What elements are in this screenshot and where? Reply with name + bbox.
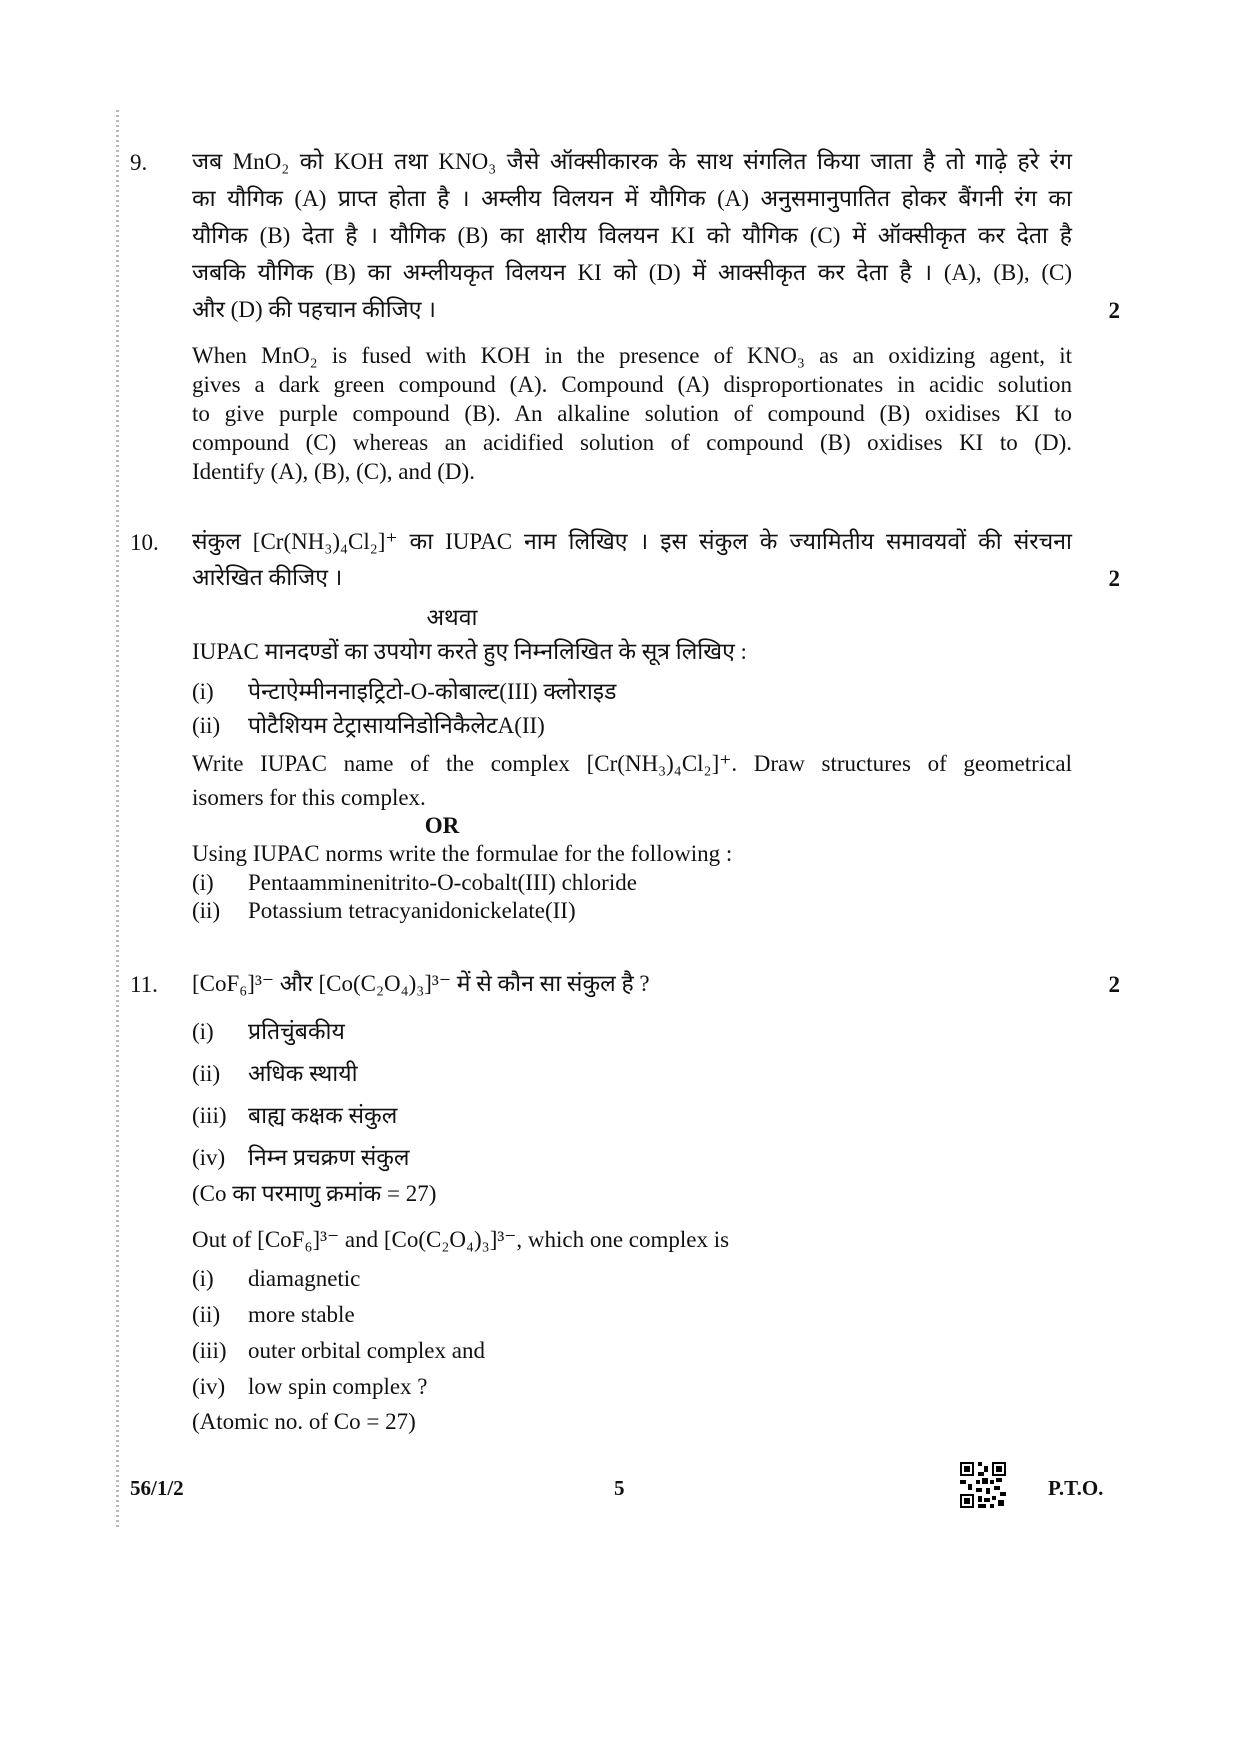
question-number: 10. xyxy=(130,530,159,555)
option-label: (i) xyxy=(192,679,214,704)
q10-english-line-1: Write IUPAC name of the complex [Cr(NH₃)₄Cl₂]⁺. Draw structures of geometrical xyxy=(192,751,1072,776)
option-label: (iii) xyxy=(192,1103,227,1128)
q10-hindi-option-2 xyxy=(192,708,545,740)
q9-hindi-line-3: यौगिक (B) देता है । यौगिक (B) का क्षारीय विलयन KI को यौगिक (C) में ऑक्सीकृत कर देता है xyxy=(192,223,1072,248)
option-text: अधिक स्थायी xyxy=(248,1061,358,1086)
page-number: 5 xyxy=(614,1476,625,1500)
option-label: (ii) xyxy=(192,898,221,923)
q10-english-option-2 xyxy=(192,898,576,924)
option-text: diamagnetic xyxy=(248,1266,361,1291)
q10-hindi-line-1: संकुल [Cr(NH₃)₄Cl₂]⁺ का IUPAC नाम लिखिए । इस संकुल के ज्यामितीय समावयवों की संरचना xyxy=(192,529,1072,554)
q11-english-stem: Out of [CoF₆]³⁻ and [Co(C₂O₄)₃]³⁻, which one complex is xyxy=(192,1227,730,1252)
q10-hindi-or-intro: IUPAC मानदण्डों का उपयोग करते हुए निम्नलिखित के सूत्र लिखिए : xyxy=(192,639,747,664)
option-label: (iv) xyxy=(192,1374,226,1399)
q9-hindi-line-2: का यौगिक (A) प्राप्त होता है । अम्लीय विलयन में यौगिक (A) अनुसमानुपातित होकर बैंगनी रंग का xyxy=(192,186,1072,211)
option-label: (iv) xyxy=(192,1145,226,1170)
q9-english-line-3: to give purple compound (B). An alkaline solution of compound (B) oxidises KI to xyxy=(192,401,1072,426)
option-label: (i) xyxy=(192,1266,214,1291)
q10-or-english: OR xyxy=(424,813,460,838)
q9-hindi-line-4: जबकि यौगिक (B) का अम्लीयकृत विलयन KI को (D) में आक्सीकृत कर देता है । (A), (B), (C) xyxy=(192,260,1072,285)
q9-english-line-2: gives a dark green compound (A). Compound (A) disproportionates in acidic solution xyxy=(192,372,1072,397)
option-label: (ii) xyxy=(192,1302,221,1327)
question-number: 11. xyxy=(130,972,158,997)
q11-hindi-option-3 xyxy=(192,1098,397,1130)
q10-english-option-1 xyxy=(192,870,637,896)
q9-marks: 2 xyxy=(1108,298,1120,323)
q11-english-option-1 xyxy=(192,1266,360,1292)
option-text: पेन्टाऐम्मीननाइट्रिटो-O-कोबाल्ट(III) क्लोराइड xyxy=(248,679,617,704)
q10-marks: 2 xyxy=(1108,566,1120,591)
q11-english-option-3 xyxy=(192,1338,485,1364)
option-text: Potassium tetracyanidonickelate(II) xyxy=(248,898,576,923)
option-text: प्रतिचुंबकीय xyxy=(248,1019,345,1044)
q11-hindi-stem: [CoF₆]³⁻ और [Co(C₂O₄)₃]³⁻ में से कौन सा संकुल है ? xyxy=(192,971,650,996)
option-label: (iii) xyxy=(192,1338,227,1363)
paper-code: 56/1/2 xyxy=(130,1476,184,1500)
q10-hindi-line-2: आरेखित कीजिए । xyxy=(192,565,343,590)
q9-english-line-5: Identify (A), (B), (C), and (D). xyxy=(192,459,475,484)
q11-hindi-option-2 xyxy=(192,1056,358,1088)
q11-marks: 2 xyxy=(1108,972,1120,997)
q10-hindi-option-1 xyxy=(192,674,616,706)
option-label: (i) xyxy=(192,870,214,895)
option-label: (i) xyxy=(192,1019,214,1044)
option-text: बाह्य कक्षक संकुल xyxy=(248,1103,398,1128)
q11-hindi-note: (Co का परमाणु क्रमांक = 27) xyxy=(192,1181,437,1206)
option-label: (ii) xyxy=(192,713,221,738)
q10-english-line-2: isomers for this complex. xyxy=(192,785,426,810)
option-text: outer orbital complex and xyxy=(248,1338,485,1363)
q11-hindi-option-1 xyxy=(192,1014,345,1046)
q10-or-hindi: अथवा xyxy=(426,605,478,630)
q10-english-or-intro: Using IUPAC norms write the formulae for the following : xyxy=(192,841,733,866)
margin-security-strip xyxy=(116,110,119,1530)
option-text: निम्न प्रचक्रण संकुल xyxy=(248,1145,410,1170)
q11-hindi-option-4 xyxy=(192,1140,410,1172)
option-text: more stable xyxy=(248,1302,355,1327)
q9-english-line-4: compound (C) whereas an acidified solution of compound (B) oxidises KI to (D). xyxy=(192,430,1072,455)
option-label: (ii) xyxy=(192,1061,221,1086)
q9-hindi-line-5: और (D) की पहचान कीजिए । xyxy=(192,297,436,322)
q11-english-option-2 xyxy=(192,1302,355,1328)
qr-code-icon xyxy=(960,1462,1006,1508)
q9-hindi-line-1: जब MnO₂ को KOH तथा KNO₃ जैसे ऑक्सीकारक के साथ संगलित किया जाता है तो गाढ़े हरे रंग xyxy=(192,149,1072,174)
option-text: low spin complex ? xyxy=(248,1374,428,1399)
question-number: 9. xyxy=(130,150,148,175)
option-text: पोटैशियम टेट्रासायनिडोनिकैलेटA(II) xyxy=(248,713,545,738)
q9-english-line-1: When MnO₂ is fused with KOH in the presence of KNO₃ as an oxidizing agent, it xyxy=(192,343,1072,368)
q11-english-note: (Atomic no. of Co = 27) xyxy=(192,1409,416,1434)
please-turn-over: P.T.O. xyxy=(1048,1476,1104,1500)
q11-english-option-4 xyxy=(192,1374,428,1400)
option-text: Pentaamminenitrito-O-cobalt(III) chloride xyxy=(248,870,637,895)
